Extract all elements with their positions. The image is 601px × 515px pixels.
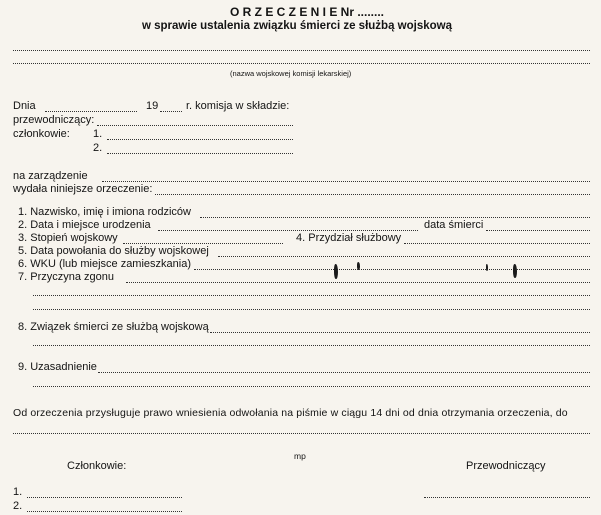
appeal-text: Od orzeczenia przysługuje prawo wniesienia odwołania na piśmie w ciągu 14 dni od dnia otrzymania orzeczenia, do: [13, 407, 568, 419]
document-title: O R Z E C Z E N I E Nr ........: [230, 5, 385, 19]
ink-smudge: [513, 264, 517, 278]
signature-1-number: 1.: [13, 486, 23, 498]
member-2-line[interactable]: [107, 153, 293, 154]
field-7-line-3[interactable]: [33, 309, 590, 310]
chairman-label: przewodniczący:: [13, 114, 95, 126]
field-4-label: 4. Przydział służbowy: [296, 232, 402, 244]
signature-2-number: 2.: [13, 500, 23, 512]
order-label: na zarządzenie: [13, 170, 88, 182]
field-4-line[interactable]: [404, 243, 590, 244]
field-5-line[interactable]: [218, 256, 590, 257]
field-7-label: 7. Przyczyna zgonu: [18, 271, 114, 283]
issued-label: wydała niniejsze orzeczenie:: [13, 183, 153, 195]
field-8-line-1[interactable]: [210, 332, 590, 333]
field-5-label: 5. Data powołania do służby wojskowej: [18, 245, 209, 257]
field-9-line-1[interactable]: [98, 372, 590, 373]
field-8-line-2[interactable]: [33, 345, 590, 346]
field-6-line[interactable]: [194, 269, 590, 270]
field-2b-line[interactable]: [486, 230, 590, 231]
stamp-label: mp: [294, 451, 306, 461]
members-label: członkowie:: [13, 128, 70, 140]
chairman-signature-line[interactable]: [424, 497, 590, 498]
date-line[interactable]: [45, 111, 137, 112]
field-1-label: 1. Nazwisko, imię i imiona rodziców: [18, 206, 191, 218]
field-2-line[interactable]: [158, 230, 418, 231]
ink-smudge: [357, 262, 360, 270]
ink-smudge: [486, 264, 488, 271]
document-subtitle: w sprawie ustalenia związku śmierci ze służbą wojskową: [142, 20, 452, 32]
member-1-line[interactable]: [107, 139, 293, 140]
field-1-line[interactable]: [200, 217, 590, 218]
order-line[interactable]: [102, 181, 590, 182]
signature-1-line[interactable]: [27, 497, 182, 498]
chairman-line[interactable]: [97, 125, 293, 126]
members-signature-label: Członkowie:: [67, 460, 127, 472]
commission-caption: (nazwa wojskowej komisji lekarskiej): [230, 69, 352, 78]
year-label: 19: [146, 100, 159, 112]
field-7-line-2[interactable]: [33, 295, 590, 296]
field-2b-label: data śmierci: [424, 219, 484, 231]
field-8-label: 8. Związek śmierci ze służbą wojskową: [18, 321, 209, 333]
field-9-line-2[interactable]: [33, 386, 590, 387]
field-3-label: 3. Stopień wojskowy: [18, 232, 118, 244]
signature-2-line[interactable]: [27, 511, 182, 512]
issued-line[interactable]: [155, 194, 590, 195]
field-2-label: 2. Data i miejsce urodzenia: [18, 219, 151, 231]
field-3-line[interactable]: [123, 243, 283, 244]
appeal-line[interactable]: [13, 433, 590, 434]
komisja-label: r. komisja w składzie:: [186, 100, 290, 112]
year-line[interactable]: [160, 111, 182, 112]
field-6-label: 6. WKU (lub miejsce zamieszkania): [18, 258, 191, 270]
commission-line-1[interactable]: [13, 50, 590, 51]
ink-smudge: [334, 264, 338, 279]
member-1-number: 1.: [93, 128, 103, 140]
dnia-label: Dnia: [13, 100, 36, 112]
field-7-line-1[interactable]: [126, 282, 590, 283]
chairman-signature-label: Przewodniczący: [466, 460, 546, 472]
commission-line-2[interactable]: [13, 63, 590, 64]
field-9-label: 9. Uzasadnienie: [18, 361, 97, 373]
member-2-number: 2.: [93, 142, 103, 154]
